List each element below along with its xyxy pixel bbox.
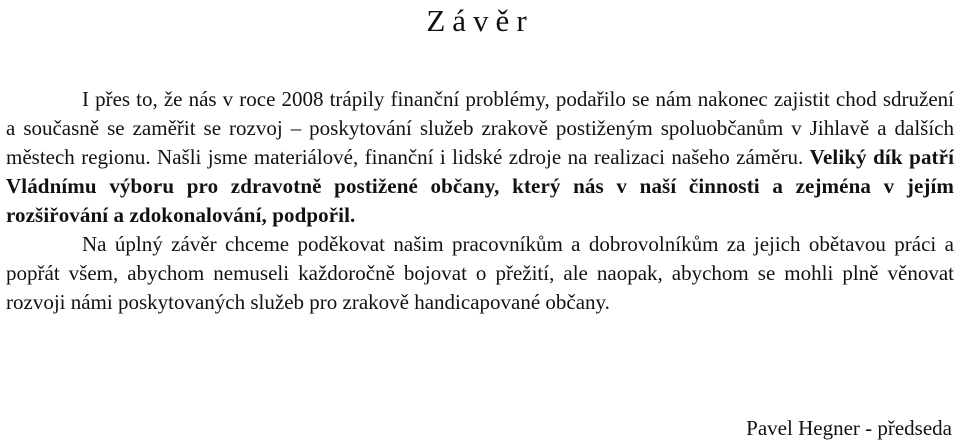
signature: Pavel Hegner - předseda	[746, 416, 952, 440]
document-page	[6, 0, 954, 444]
paragraph-conclusion: Na úplný závěr chceme poděkovat našim pracovníkům a dobrovolníkům za jejich obětavou práci a popřát všem, abychom nemuseli každoročně bojovat o přežití, ale naopak, abychom se mohli plně věnovat rozvoji námi poskytovaných služeb pro zrakově handicapované občany.	[6, 232, 954, 314]
paragraph-intro-text: I přes to, že nás v roce 2008 trápily finanční problémy, podařilo se nám nakonec zajistit chod sdružení a současně se zaměřit se rozvoj – poskytování služeb zrakově postiženým spoluobčanům v Jihlavě a dalších městech regionu. Našli jsme materiálové, finanční i lidské zdroje na realizaci našeho záměru.	[6, 87, 954, 169]
page-title: Závěr	[426, 3, 534, 38]
paragraph-intro-bold-text: Veliký dík patří Vládnímu výboru pro zdravotně postižené občany, který nás v naší činnosti a zejména v jejím rozšiřování a zdokonalování, podpořil.	[6, 145, 955, 227]
paragraph-intro	[6, 85, 954, 230]
